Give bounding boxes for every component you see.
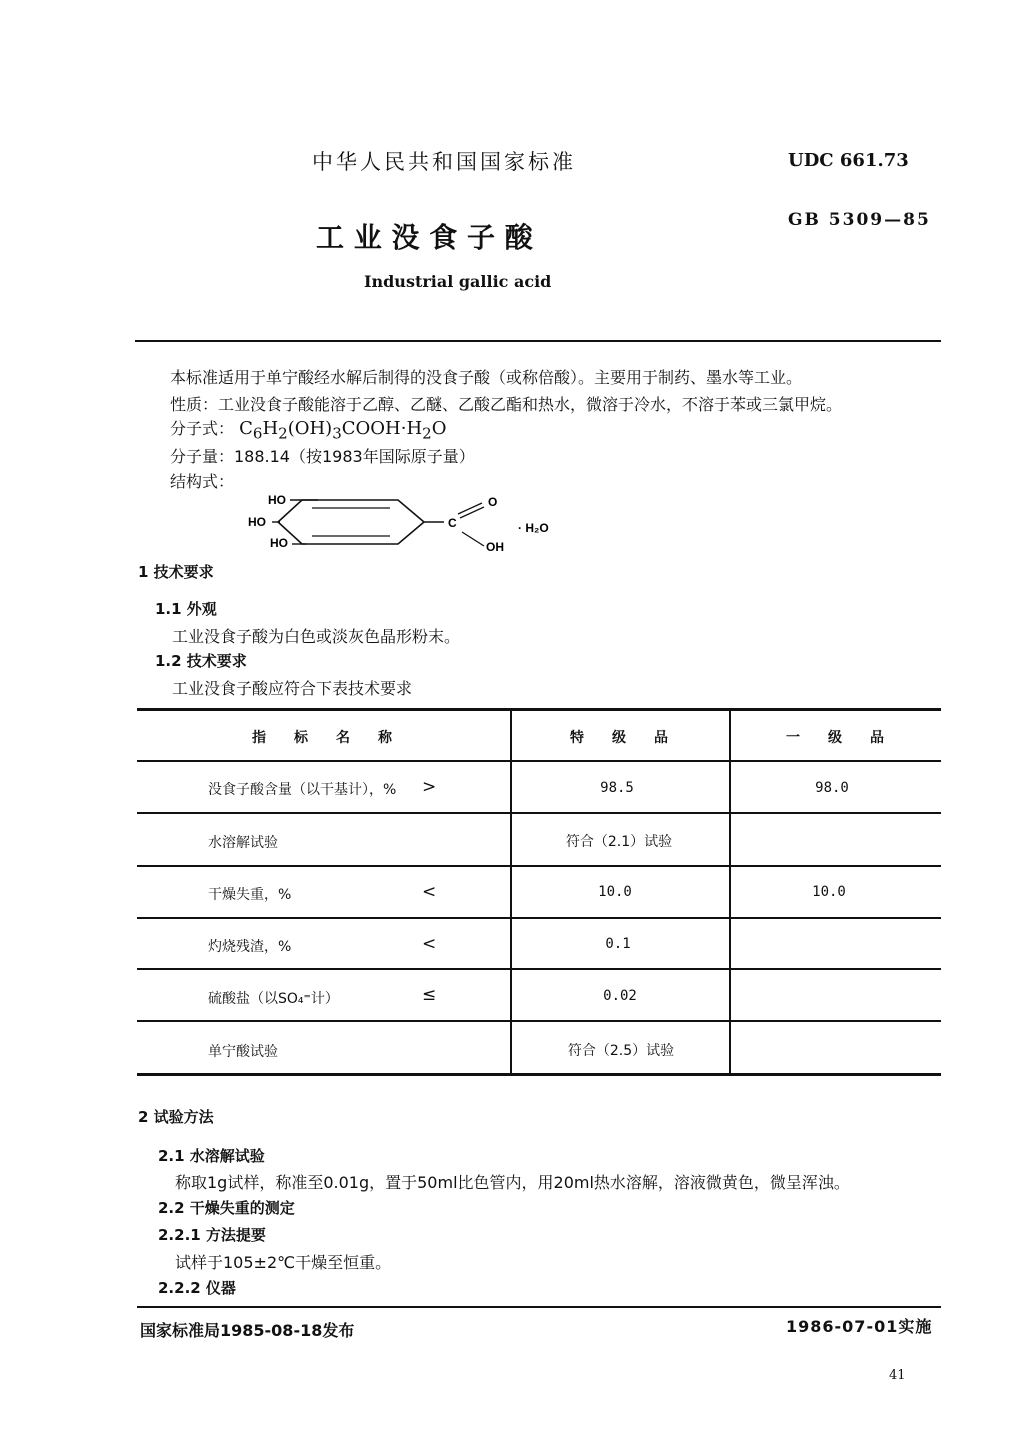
effective-date: 1986-07-01实施 xyxy=(786,1317,933,1336)
table-bottom-rule xyxy=(137,1073,941,1076)
row-special-value: 98.5 xyxy=(600,780,634,796)
molecular-formula xyxy=(170,416,446,443)
oxygen-label: O xyxy=(488,495,498,509)
table-rule xyxy=(137,865,941,867)
udc-code: UDC 661.73 xyxy=(788,150,909,171)
row-special-value: 10.0 xyxy=(598,884,632,900)
section-1-2-heading: 1.2 技术要求 xyxy=(155,652,247,670)
table-rule xyxy=(137,917,941,919)
row-special-value: 0.1 xyxy=(605,936,631,952)
product-title-english: Industrial gallic acid xyxy=(364,272,552,291)
structural-formula-diagram xyxy=(240,488,580,558)
row-first-value: 10.0 xyxy=(812,884,846,900)
row-first-value: 98.0 xyxy=(815,780,849,796)
row-name: 硫酸盐（以SO₄⁼计） xyxy=(208,991,339,1007)
section-2-1-heading: 2.1 水溶解试验 xyxy=(158,1147,265,1165)
standard-category-title: 中华人民共和国国家标准 xyxy=(312,150,576,174)
row-name: 单宁酸试验 xyxy=(208,1044,278,1060)
header-indicator-name: 指 标 名 称 xyxy=(252,730,392,746)
properties-paragraph: 性质：工业没食子酸能溶于乙醇、乙醚、乙酸乙酯和热水，微溶于冷水，不溶于苯或三氯甲烷。 xyxy=(170,395,843,414)
formula-value: $C_6H_2(OH)_3COOH\cdot H_2O$ xyxy=(239,418,447,443)
table-rule xyxy=(137,968,941,970)
header-special-grade: 特 级 品 xyxy=(570,730,668,746)
row-operator: < xyxy=(422,934,437,954)
section-1-1-heading: 1.1 外观 xyxy=(155,600,217,618)
carbonyl-bond-b xyxy=(460,507,484,518)
section-2-2-1-text: 试样于105±2℃干燥至恒重。 xyxy=(175,1253,392,1272)
ho-label-1: HO xyxy=(268,493,286,507)
ho-label-2: HO xyxy=(248,515,266,529)
header-first-grade: 一 级 品 xyxy=(786,730,884,746)
standard-number: GB 5309—85 xyxy=(788,210,931,230)
row-operator: ≤ xyxy=(422,985,437,1005)
table-column-divider xyxy=(510,710,512,1073)
table-column-divider xyxy=(729,710,731,1073)
hydroxyl-label: OH xyxy=(486,540,504,554)
molecular-weight: 分子量：188.14（按1983年国际原子量） xyxy=(170,447,475,466)
table-rule xyxy=(137,760,941,762)
section-2-1-text: 称取1g试样，称准至0.01g，置于50ml比色管内，用20ml热水溶解，溶液微黄色，微呈浑浊。 xyxy=(175,1173,850,1192)
section-2-heading: 2 试验方法 xyxy=(138,1108,214,1126)
issue-date: 国家标准局1985-08-18发布 xyxy=(140,1321,355,1340)
row-name: 水溶解试验 xyxy=(208,835,278,851)
row-name: 灼烧残渣，% xyxy=(208,939,292,955)
row-special-value: 符合（2.1）试验 xyxy=(565,834,673,850)
row-name: 没食子酸含量（以干基计），% xyxy=(208,782,397,798)
header-rule xyxy=(135,340,941,342)
hydrate-label: · H₂O xyxy=(518,521,549,535)
footer-rule xyxy=(137,1306,941,1308)
row-operator: > xyxy=(422,777,437,797)
section-1-1-text: 工业没食子酸为白色或淡灰色晶形粉末。 xyxy=(172,627,461,646)
structure-label: 结构式： xyxy=(170,472,235,491)
benzene-ring xyxy=(278,500,424,544)
hydroxyl-bond xyxy=(462,532,484,546)
section-2-2-heading: 2.2 干燥失重的测定 xyxy=(158,1199,295,1217)
row-name: 干燥失重，% xyxy=(208,887,292,903)
formula-label: 分子式： xyxy=(170,419,235,438)
ho-label-3: HO xyxy=(270,536,288,550)
scope-paragraph: 本标准适用于单宁酸经水解后制得的没食子酸（或称倍酸）。主要用于制药、墨水等工业。 xyxy=(170,368,803,387)
page-number: 41 xyxy=(889,1368,906,1383)
table-top-rule xyxy=(137,708,941,711)
section-1-heading: 1 技术要求 xyxy=(138,563,214,581)
carbon-label: C xyxy=(448,516,457,530)
product-title: 工 业 没 食 子 酸 xyxy=(316,221,533,254)
carbonyl-bond-a xyxy=(458,503,482,514)
table-rule xyxy=(137,812,941,814)
row-special-value: 0.02 xyxy=(603,988,637,1004)
table-rule xyxy=(137,1020,941,1022)
row-operator: < xyxy=(422,882,437,902)
section-2-2-2-heading: 2.2.2 仪器 xyxy=(158,1279,236,1297)
row-special-value: 符合（2.5）试验 xyxy=(567,1043,675,1059)
section-1-2-text: 工业没食子酸应符合下表技术要求 xyxy=(172,679,413,698)
section-2-2-1-heading: 2.2.1 方法提要 xyxy=(158,1226,266,1244)
